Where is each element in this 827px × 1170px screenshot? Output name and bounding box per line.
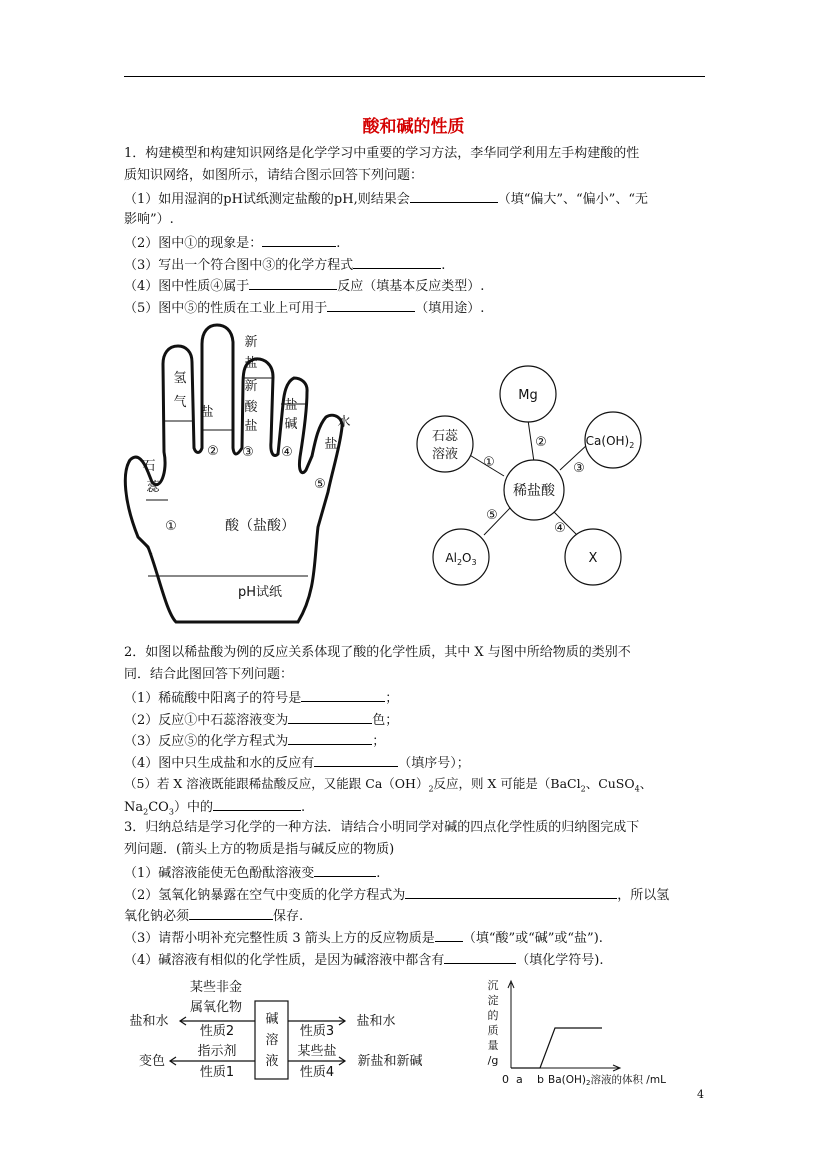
q3-blank5[interactable]: [444, 951, 516, 964]
q3-part3-text: （3）请帮小明补充完整性质 3 箭头上方的反应物质是: [124, 931, 435, 946]
y-label-1: 沉: [487, 979, 499, 992]
color-change-label: 变色: [138, 1054, 166, 1069]
hand-num2: ②: [207, 444, 219, 459]
q3-part1-tail: .: [376, 866, 381, 881]
finger1-char2: 气: [173, 395, 187, 410]
finger2-char3: 新: [244, 379, 258, 394]
salt-water-left: 盐和水: [129, 1014, 169, 1029]
q2-blank1[interactable]: [301, 689, 385, 702]
finger3-char2: 碱: [284, 417, 298, 432]
q2-part5: （5）若 X 溶液既能跟稀盐酸反应，又能跟 $Ca(OH)_2$反应，则 X 可能是（BaCl$_2$、CuSO$_4$、: [124, 776, 653, 794]
hand-num1: ①: [165, 519, 177, 534]
al2o3-label: $Al_2O_3$: [445, 551, 477, 567]
q1-part4-text: （4）图中性质④属于: [124, 279, 250, 294]
q1-part2-tail: .: [336, 236, 341, 251]
q3-blank1[interactable]: [314, 864, 376, 877]
box-char1: 碱: [265, 1012, 279, 1027]
q2-part4-text: （4）图中只生成盐和水的反应有: [124, 756, 315, 771]
q2-blank2[interactable]: [288, 711, 372, 724]
finger2-char2: 盐: [244, 356, 258, 371]
precipitate-curve: [511, 1028, 602, 1068]
hand-num5: ⑤: [314, 477, 326, 492]
palm-label: 酸（盐酸）: [225, 518, 295, 534]
origin-label: 0: [502, 1073, 509, 1086]
q3-part2-cont: 氧化钠必须 保存.: [124, 909, 304, 924]
new-salt-base-label: 新盐和新碱: [357, 1054, 423, 1069]
q3-line2: 列问题．(箭头上方的物质是指与碱反应的物质): [124, 842, 395, 857]
mg-label: Mg: [518, 388, 538, 403]
thumb-char1: 石: [142, 459, 156, 474]
q1-part1: [124, 190, 648, 208]
q2-part3: [124, 732, 385, 750]
q3-part3-tail: （填“酸”或“碱”或“盐”).: [462, 931, 603, 946]
q1-part5: [124, 299, 484, 317]
q1-line1: 1．构建模型和构建知识网络是化学学习中重要的学习方法，李华同学利用左手构建酸的性: [124, 146, 640, 161]
caoh2-label: $Ca(OH)_2$: [585, 434, 635, 450]
property1-label: 性质1: [199, 1065, 235, 1080]
tick-a-label: a: [516, 1073, 523, 1086]
finger4-char1: 水: [337, 415, 351, 430]
q3-part4: [124, 951, 604, 969]
finger1-char3: 盐: [200, 405, 214, 420]
net-num4: ④: [554, 521, 566, 536]
precipitate-graph: [480, 975, 695, 1090]
q1-part1-tail: （填“偏大”、“偏小”、“无: [497, 192, 648, 207]
q2-line1: 2．如图以稀盐酸为例的反应关系体现了酸的化学性质，其中 X 与图中所给物质的类别不: [124, 645, 631, 660]
al2o3-node: [433, 529, 489, 585]
acid-network-diagram: [410, 360, 650, 595]
some-salt-label: 某些盐: [297, 1044, 337, 1059]
litmus-label-1: 石蕊: [431, 429, 459, 444]
q1-part2-text: （2）图中①的现象是：: [124, 236, 263, 251]
q1-blank1[interactable]: [410, 190, 498, 203]
litmus-node: [417, 416, 473, 472]
indicator-label: 指示剂: [197, 1044, 237, 1059]
q1-part3-text: （3）写出一个符合图中③的化学方程式: [124, 258, 354, 273]
x-label: X: [588, 551, 598, 566]
q2-part3-tail: ；: [372, 734, 386, 749]
y-label-6: /g: [487, 1054, 499, 1067]
box-char2: 溶: [265, 1033, 279, 1048]
acid-label: 稀盐酸: [513, 483, 555, 499]
q1-part1-text: （1）如用湿润的pH试纸测定盐酸的pH,则结果会: [124, 192, 410, 207]
q1-blank2[interactable]: [262, 234, 336, 247]
hand-num3: ③: [242, 445, 254, 460]
hand-diagram: [118, 322, 358, 632]
q1-part3: [124, 256, 445, 274]
q3-line1: 3．归纳总结是学习化学的一种方法．请结合小明同学对碱的四点化学性质的归纳图完成下: [124, 820, 640, 835]
property2-label: 性质2: [199, 1024, 235, 1039]
finger2-char5: 盐: [244, 419, 258, 434]
y-label-2: 淀: [487, 994, 499, 1007]
q1-part2: [124, 234, 340, 252]
q2-part2-tail: 色；: [372, 713, 399, 728]
q1-blank5[interactable]: [327, 299, 415, 312]
net-num2: ②: [535, 435, 547, 450]
q2-part1-text: （1）稀硫酸中阳离子的符号是: [124, 691, 302, 706]
q1-part4: [124, 277, 484, 295]
q1-blank4[interactable]: [249, 277, 337, 290]
q2-part1-tail: ；: [385, 691, 399, 706]
q2-blank3[interactable]: [288, 732, 372, 745]
q3-part2: [124, 886, 669, 904]
q1-part3-tail: .: [441, 258, 446, 273]
x-axis-label: Ba(OH)2溶液的体积 /mL: [548, 1074, 666, 1087]
q3-part2-text: （2）氢氧化钠暴露在空气中变质的化学方程式为: [124, 888, 406, 903]
finger2-char4: 酸: [244, 400, 258, 415]
litmus-label-2: 溶液: [431, 447, 459, 462]
property3-label: 性质3: [299, 1024, 335, 1039]
header-rule: [124, 76, 705, 77]
q3-part4-tail: （填化学符号).: [516, 953, 604, 968]
q2-part3-text: （3）反应⑤的化学方程式为: [124, 734, 289, 749]
nonmetal-oxide-1: 某些非金: [189, 980, 243, 995]
y-label-5: 量: [487, 1039, 499, 1052]
net-num5: ⑤: [486, 508, 498, 523]
q1-part5-text: （5）图中⑤的性质在工业上可用于: [124, 301, 328, 316]
nonmetal-oxide-2: 属氧化物: [189, 1000, 243, 1015]
q3-blank4[interactable]: [435, 929, 463, 942]
page-title: 酸和碱的性质: [362, 117, 465, 137]
q2-part2: [124, 711, 398, 729]
page-number: 4: [697, 1088, 704, 1101]
q2-line2: 同．结合此图回答下列问题：: [124, 667, 294, 682]
tick-b-label: b: [537, 1073, 544, 1086]
net-num1: ①: [483, 455, 495, 470]
q1-line2: 质知识网络，如图所示，请结合图示回答下列问题：: [124, 168, 424, 183]
q2-part2-text: （2）反应①中石蕊溶液变为: [124, 713, 289, 728]
box-char3: 液: [265, 1054, 279, 1069]
q1-part1-cont: 影响”）.: [124, 212, 174, 227]
q2-part4-tail: （填序号）；: [398, 756, 470, 771]
q2-part4: [124, 754, 470, 772]
q2-blank4[interactable]: [314, 754, 398, 767]
y-label-4: 质: [487, 1024, 499, 1037]
salt-water-right: 盐和水: [356, 1014, 396, 1029]
q3-part2-tail: ，所以氢: [617, 888, 670, 903]
wrist-label: pH试纸: [237, 585, 283, 600]
q1-blank3[interactable]: [353, 256, 441, 269]
q3-part4-text: （4）碱溶液有相似的化学性质，是因为碱溶液中都含有: [124, 953, 445, 968]
thumb-char2: 蕊: [146, 480, 160, 495]
q1-part5-tail: （填用途）.: [415, 301, 485, 316]
y-label-3: 的: [487, 1009, 499, 1022]
q3-blank3[interactable]: [189, 907, 273, 920]
q3-part1-text: （1）碱溶液能使无色酚酞溶液变: [124, 866, 315, 881]
finger1-char1: 氢: [173, 371, 187, 386]
q3-part1: [124, 864, 380, 882]
q3-blank2[interactable]: [405, 886, 617, 899]
base-properties-diagram: [122, 975, 442, 1085]
hand-num4: ④: [281, 445, 293, 460]
finger2-char1: 新: [244, 335, 258, 350]
finger4-char2: 盐: [324, 437, 338, 452]
q1-part4-tail: 反应（填基本反应类型）.: [337, 279, 485, 294]
finger3-char1: 盐: [284, 398, 298, 413]
q3-part3: [124, 929, 603, 947]
q2-blank5[interactable]: [213, 798, 301, 811]
q2-part5-cont: $Na_2CO_3$）中的 .: [124, 800, 306, 817]
q2-part1: [124, 689, 398, 707]
property4-label: 性质4: [299, 1065, 335, 1080]
net-num3: ③: [573, 461, 585, 476]
